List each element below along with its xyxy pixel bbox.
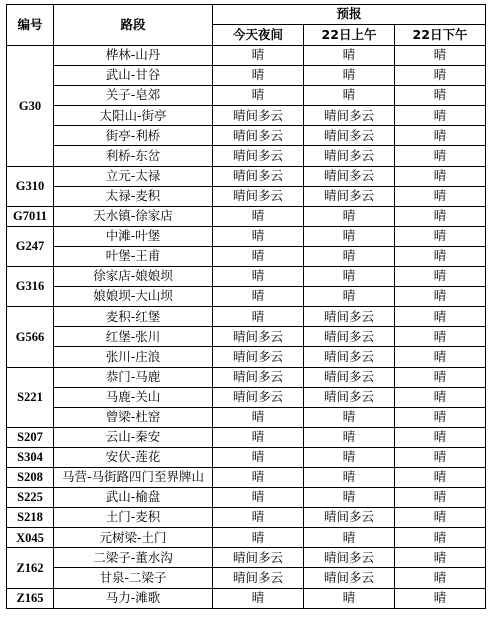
- forecast-tonight-cell: 晴: [213, 86, 304, 106]
- forecast-afternoon-cell: 晴: [395, 588, 486, 608]
- forecast-morning-cell: 晴间多云: [304, 508, 395, 528]
- road-section-cell: 甘泉-二梁子: [54, 568, 213, 588]
- table-row: [7, 508, 486, 528]
- forecast-morning-cell: 晴间多云: [304, 367, 395, 387]
- header-period-afternoon: 22日下午: [395, 25, 486, 46]
- road-section-cell: 元树梁-土门: [54, 528, 213, 548]
- forecast-morning-cell: 晴间多云: [304, 327, 395, 347]
- forecast-tonight-cell: 晴: [213, 206, 304, 226]
- route-code-cell: G316: [7, 267, 54, 307]
- forecast-morning-cell: 晴: [304, 46, 395, 66]
- forecast-tonight-cell: 晴间多云: [213, 106, 304, 126]
- road-section-cell: 太阳山-街亭: [54, 106, 213, 126]
- road-section-cell: 中滩-叶堡: [54, 226, 213, 246]
- forecast-tonight-cell: 晴: [213, 467, 304, 487]
- route-code-cell: S304: [7, 447, 54, 467]
- forecast-tonight-cell: 晴间多云: [213, 568, 304, 588]
- forecast-morning-cell: 晴: [304, 267, 395, 287]
- road-section-cell: 恭门-马鹿: [54, 367, 213, 387]
- forecast-morning-cell: 晴: [304, 206, 395, 226]
- table-row: [7, 588, 486, 608]
- forecast-tonight-cell: 晴间多云: [213, 166, 304, 186]
- road-section-cell: 马营-马街路四门至界牌山: [54, 467, 213, 487]
- forecast-afternoon-cell: 晴: [395, 287, 486, 307]
- forecast-tonight-cell: 晴间多云: [213, 186, 304, 206]
- forecast-tonight-cell: 晴: [213, 407, 304, 427]
- forecast-tonight-cell: 晴: [213, 508, 304, 528]
- table-body: [7, 46, 486, 609]
- header-code: 编号: [7, 5, 54, 46]
- forecast-afternoon-cell: 晴: [395, 407, 486, 427]
- route-code-cell: S218: [7, 508, 54, 528]
- forecast-tonight-cell: 晴: [213, 287, 304, 307]
- table-row: [7, 86, 486, 106]
- forecast-tonight-cell: 晴: [213, 528, 304, 548]
- forecast-morning-cell: 晴: [304, 427, 395, 447]
- road-section-cell: 立元-太禄: [54, 166, 213, 186]
- forecast-afternoon-cell: 晴: [395, 508, 486, 528]
- forecast-tonight-cell: 晴: [213, 267, 304, 287]
- forecast-tonight-cell: 晴间多云: [213, 146, 304, 166]
- forecast-afternoon-cell: 晴: [395, 46, 486, 66]
- forecast-afternoon-cell: 晴: [395, 186, 486, 206]
- route-code-cell: G566: [7, 307, 54, 367]
- table-header: [7, 5, 486, 46]
- road-weather-forecast-table: [6, 4, 486, 609]
- forecast-morning-cell: 晴间多云: [304, 186, 395, 206]
- table-row: [7, 367, 486, 387]
- forecast-morning-cell: 晴间多云: [304, 166, 395, 186]
- forecast-morning-cell: 晴间多云: [304, 307, 395, 327]
- table-row: [7, 287, 486, 307]
- road-section-cell: 街亭-利桥: [54, 126, 213, 146]
- table-row: [7, 327, 486, 347]
- forecast-tonight-cell: 晴: [213, 447, 304, 467]
- forecast-morning-cell: 晴: [304, 467, 395, 487]
- forecast-afternoon-cell: 晴: [395, 528, 486, 548]
- road-section-cell: 云山-秦安: [54, 427, 213, 447]
- forecast-morning-cell: 晴: [304, 528, 395, 548]
- forecast-afternoon-cell: 晴: [395, 568, 486, 588]
- forecast-afternoon-cell: 晴: [395, 367, 486, 387]
- table-row: [7, 347, 486, 367]
- road-section-cell: 天水镇-徐家店: [54, 206, 213, 226]
- forecast-tonight-cell: 晴: [213, 307, 304, 327]
- forecast-tonight-cell: 晴: [213, 66, 304, 86]
- forecast-afternoon-cell: 晴: [395, 307, 486, 327]
- route-code-cell: G30: [7, 46, 54, 167]
- forecast-tonight-cell: 晴: [213, 246, 304, 266]
- route-code-cell: X045: [7, 528, 54, 548]
- forecast-morning-cell: 晴: [304, 226, 395, 246]
- header-forecast: 预报: [213, 5, 486, 25]
- forecast-morning-cell: 晴: [304, 407, 395, 427]
- route-code-cell: S221: [7, 367, 54, 427]
- forecast-afternoon-cell: 晴: [395, 427, 486, 447]
- table-row: [7, 46, 486, 66]
- road-section-cell: 武山-甘谷: [54, 66, 213, 86]
- road-section-cell: 红堡-张川: [54, 327, 213, 347]
- table-row: [7, 66, 486, 86]
- forecast-tonight-cell: 晴间多云: [213, 367, 304, 387]
- forecast-afternoon-cell: 晴: [395, 327, 486, 347]
- road-section-cell: 武山-榆盘: [54, 488, 213, 508]
- road-section-cell: 徐家店-娘娘坝: [54, 267, 213, 287]
- forecast-morning-cell: 晴间多云: [304, 548, 395, 568]
- road-section-cell: 马力-滩歌: [54, 588, 213, 608]
- forecast-tonight-cell: 晴间多云: [213, 327, 304, 347]
- forecast-afternoon-cell: 晴: [395, 467, 486, 487]
- forecast-afternoon-cell: 晴: [395, 206, 486, 226]
- forecast-tonight-cell: 晴: [213, 488, 304, 508]
- table-row: [7, 407, 486, 427]
- forecast-tonight-cell: 晴间多云: [213, 126, 304, 146]
- road-section-cell: 麦积-红堡: [54, 307, 213, 327]
- table-row: [7, 146, 486, 166]
- forecast-afternoon-cell: 晴: [395, 166, 486, 186]
- header-row-top: [7, 5, 486, 25]
- road-section-cell: 土门-麦积: [54, 508, 213, 528]
- table-row: [7, 447, 486, 467]
- forecast-morning-cell: 晴间多云: [304, 126, 395, 146]
- table-row: [7, 267, 486, 287]
- forecast-afternoon-cell: 晴: [395, 126, 486, 146]
- road-section-cell: 桦林-山丹: [54, 46, 213, 66]
- forecast-morning-cell: 晴: [304, 86, 395, 106]
- road-section-cell: 叶堡-王甫: [54, 246, 213, 266]
- route-code-cell: G247: [7, 226, 54, 266]
- forecast-morning-cell: 晴间多云: [304, 387, 395, 407]
- forecast-morning-cell: 晴间多云: [304, 146, 395, 166]
- forecast-afternoon-cell: 晴: [395, 146, 486, 166]
- forecast-morning-cell: 晴: [304, 246, 395, 266]
- header-period-tonight: 今天夜间: [213, 25, 304, 46]
- forecast-tonight-cell: 晴间多云: [213, 387, 304, 407]
- forecast-tonight-cell: 晴间多云: [213, 548, 304, 568]
- forecast-morning-cell: 晴: [304, 447, 395, 467]
- route-code-cell: Z162: [7, 548, 54, 588]
- forecast-table-wrapper: [6, 4, 486, 609]
- table-row: [7, 226, 486, 246]
- forecast-tonight-cell: 晴: [213, 588, 304, 608]
- forecast-afternoon-cell: 晴: [395, 86, 486, 106]
- table-row: [7, 387, 486, 407]
- route-code-cell: S225: [7, 488, 54, 508]
- route-code-cell: Z165: [7, 588, 54, 608]
- forecast-afternoon-cell: 晴: [395, 347, 486, 367]
- forecast-tonight-cell: 晴: [213, 226, 304, 246]
- forecast-morning-cell: 晴间多云: [304, 568, 395, 588]
- table-row: [7, 307, 486, 327]
- table-row: [7, 427, 486, 447]
- road-section-cell: 关子-皂郊: [54, 86, 213, 106]
- forecast-tonight-cell: 晴: [213, 46, 304, 66]
- route-code-cell: S208: [7, 467, 54, 487]
- table-row: [7, 528, 486, 548]
- road-section-cell: 马鹿-关山: [54, 387, 213, 407]
- forecast-afternoon-cell: 晴: [395, 488, 486, 508]
- forecast-afternoon-cell: 晴: [395, 447, 486, 467]
- route-code-cell: G310: [7, 166, 54, 206]
- route-code-cell: S207: [7, 427, 54, 447]
- forecast-morning-cell: 晴: [304, 66, 395, 86]
- table-row: [7, 106, 486, 126]
- forecast-afternoon-cell: 晴: [395, 387, 486, 407]
- road-section-cell: 太禄-麦积: [54, 186, 213, 206]
- road-section-cell: 利桥-东岔: [54, 146, 213, 166]
- forecast-tonight-cell: 晴间多云: [213, 347, 304, 367]
- road-section-cell: 曾梁-杜窑: [54, 407, 213, 427]
- road-section-cell: 安伏-莲花: [54, 447, 213, 467]
- forecast-morning-cell: 晴: [304, 287, 395, 307]
- table-row: [7, 126, 486, 146]
- table-row: [7, 186, 486, 206]
- road-section-cell: 娘娘坝-大山坝: [54, 287, 213, 307]
- table-row: [7, 246, 486, 266]
- forecast-afternoon-cell: 晴: [395, 106, 486, 126]
- header-period-morning: 22日上午: [304, 25, 395, 46]
- forecast-afternoon-cell: 晴: [395, 226, 486, 246]
- forecast-morning-cell: 晴: [304, 488, 395, 508]
- table-row: [7, 568, 486, 588]
- road-section-cell: 二梁子-董水沟: [54, 548, 213, 568]
- table-row: [7, 488, 486, 508]
- header-road: 路段: [54, 5, 213, 46]
- forecast-tonight-cell: 晴: [213, 427, 304, 447]
- table-row: [7, 166, 486, 186]
- forecast-afternoon-cell: 晴: [395, 66, 486, 86]
- road-section-cell: 张川-庄浪: [54, 347, 213, 367]
- forecast-morning-cell: 晴: [304, 588, 395, 608]
- route-code-cell: G7011: [7, 206, 54, 226]
- forecast-morning-cell: 晴间多云: [304, 106, 395, 126]
- forecast-afternoon-cell: 晴: [395, 548, 486, 568]
- table-row: [7, 206, 486, 226]
- table-row: [7, 467, 486, 487]
- forecast-afternoon-cell: 晴: [395, 246, 486, 266]
- forecast-morning-cell: 晴间多云: [304, 347, 395, 367]
- forecast-afternoon-cell: 晴: [395, 267, 486, 287]
- table-row: [7, 548, 486, 568]
